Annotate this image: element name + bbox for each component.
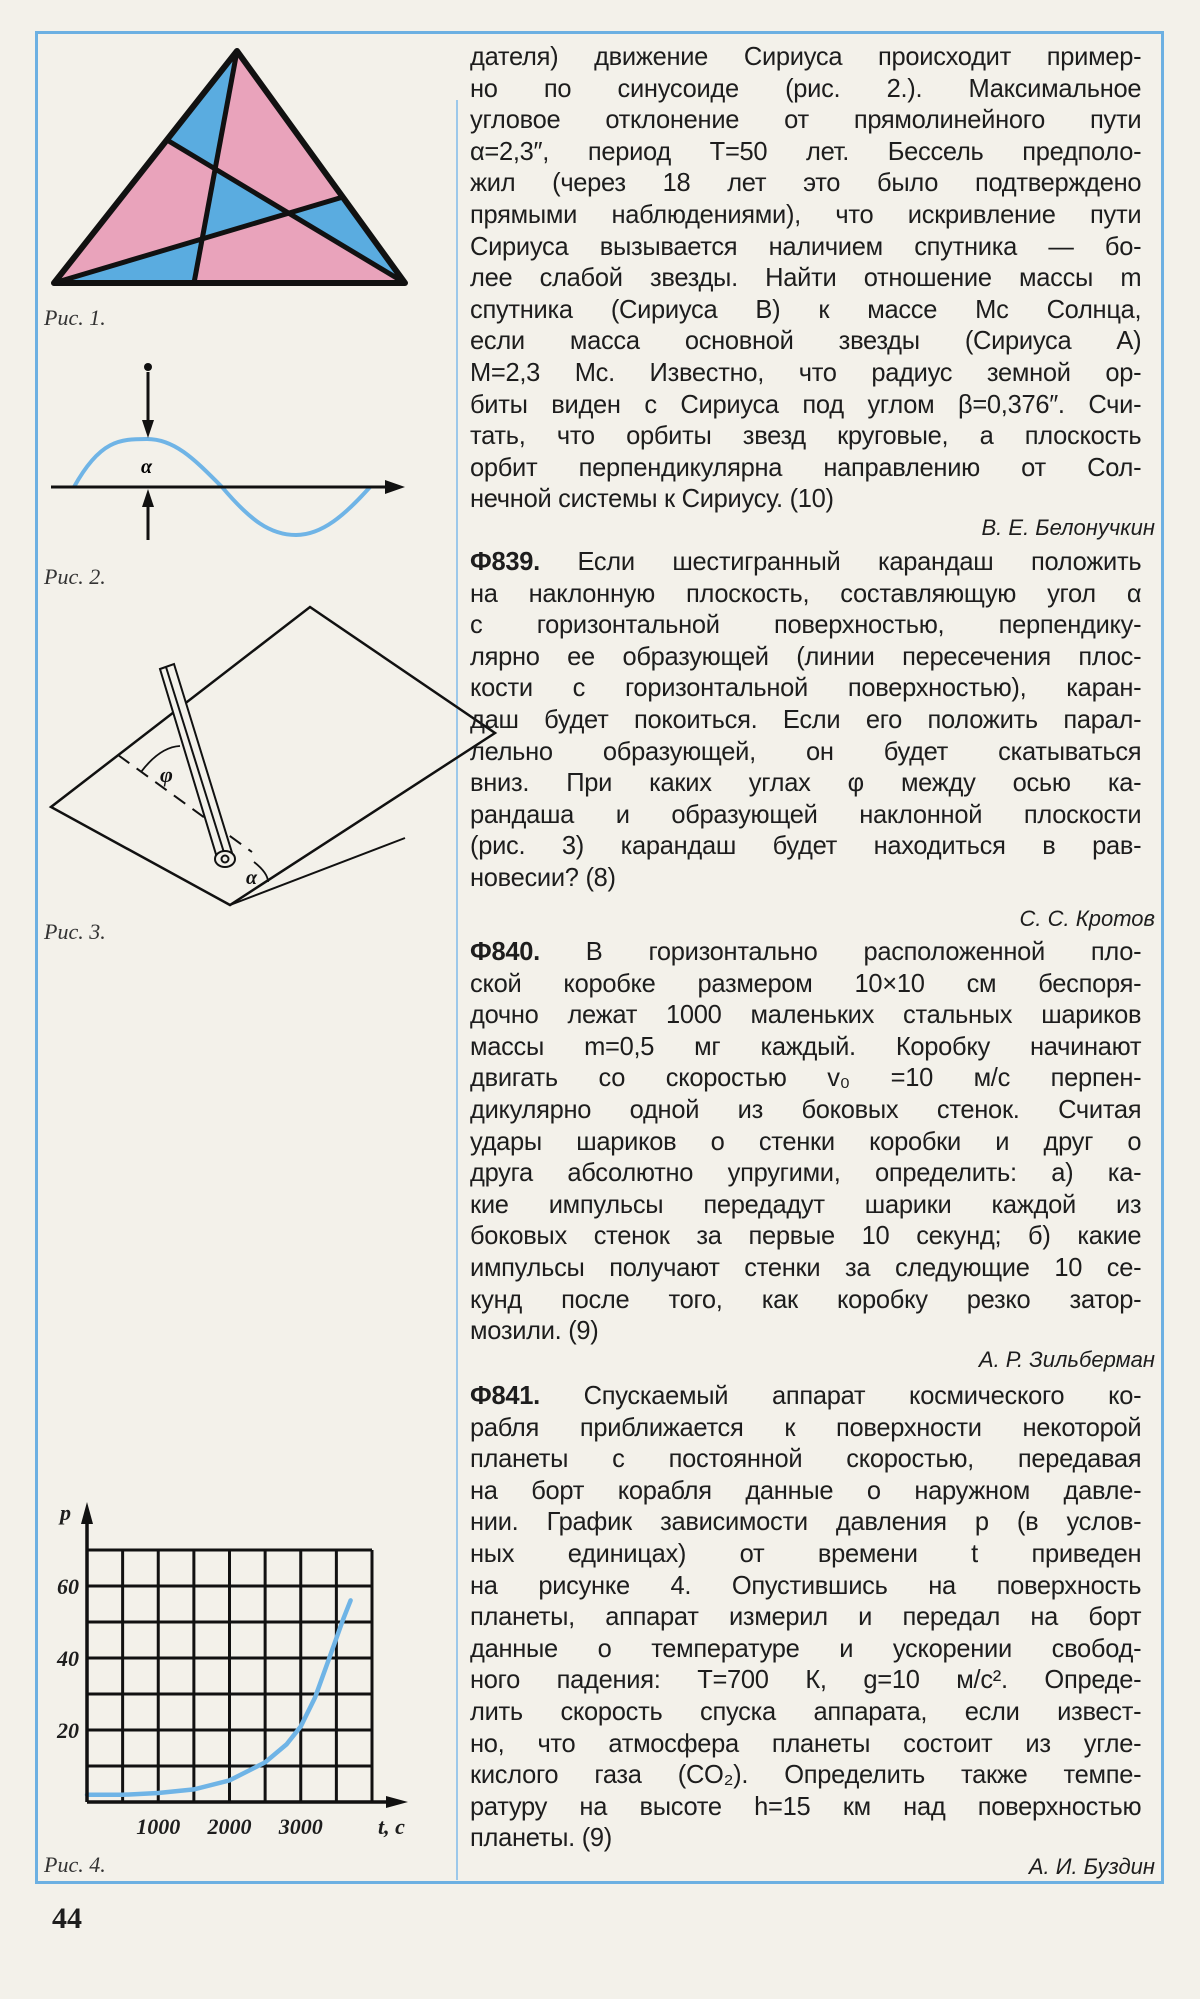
text-line-content: угловое отклонение от прямолинейного пути [470, 104, 1142, 135]
text-line-content: на рисунке 4. Опустившись на поверхность [470, 1569, 1142, 1600]
text-line [470, 578, 1141, 610]
y-tick-label: 60 [57, 1574, 79, 1599]
figure-2-sinusoid [51, 363, 405, 540]
figure-1-caption: Рис. 1. [44, 305, 106, 330]
text-line-content: кие импульсы передадут шарики каждой из [470, 1188, 1142, 1219]
text-line-content: на наклонную плоскость, составляющую угол α [470, 577, 1142, 608]
text-line [470, 1601, 1141, 1633]
text-line [470, 1157, 1141, 1189]
text-line-content: лить скорость спуска аппарата, если извест- [470, 1695, 1142, 1726]
x-tick-label: 3000 [278, 1814, 323, 1839]
text-line [470, 1062, 1141, 1094]
problem-f840 [470, 936, 1155, 1373]
text-line-content: (рис. 3) карандаш будет находиться в рав- [470, 830, 1142, 861]
y-axis-label: p [60, 1500, 71, 1525]
problem-number: Ф841. [470, 1380, 540, 1410]
problem-number: Ф839. [470, 546, 540, 576]
text-line-content: двигать со скоростью v₀ =10 м/с перпен- [470, 1062, 1142, 1093]
figure-4-pressure-chart [56, 1500, 408, 1839]
text-line [470, 483, 1141, 515]
text-line [470, 1822, 1141, 1854]
text-line [470, 1189, 1141, 1221]
text-line [470, 1759, 1141, 1791]
text-line [470, 1380, 1141, 1412]
text-line [470, 936, 1141, 968]
text-line-content: кости с горизонтальной поверхностью), каран- [470, 672, 1142, 703]
x-axis-label: t, c [378, 1814, 405, 1839]
x-axis-arrow-icon [386, 1796, 408, 1808]
problem-continuation [470, 41, 1155, 541]
figures-layer [0, 0, 460, 1999]
text-line-content: дочно лежат 1000 маленьких стальных шариков [470, 999, 1142, 1030]
page-number: 44 [52, 1902, 82, 1935]
text-line [470, 136, 1141, 168]
text-line [470, 1315, 1141, 1347]
text-line-content: нечной системы к Сириусу. (10) [470, 483, 834, 514]
chart-grid [87, 1550, 372, 1802]
text-line-content: тать, что орбиты звезд круговые, а плоскость [470, 420, 1142, 451]
text-line-content: ного падения: T=700 К, g=10 м/с². Опреде- [470, 1664, 1142, 1695]
text-line [470, 736, 1141, 768]
text-line [470, 1284, 1141, 1316]
text-line [470, 294, 1141, 326]
text-line-content: планеты. (9) [470, 1822, 612, 1853]
text-line [470, 862, 1141, 894]
text-line-content: M=2,3 Mс. Известно, что радиус земной ор- [470, 356, 1142, 387]
text-line [470, 325, 1141, 357]
figure-3-caption: Рис. 3. [44, 919, 106, 944]
text-line [470, 104, 1141, 136]
text-line-content: Если шестигранный карандаш положить [577, 546, 1142, 576]
text-line [470, 41, 1141, 73]
y-tick-label: 20 [57, 1718, 79, 1743]
text-line [470, 641, 1141, 673]
inclined-plane [51, 607, 495, 905]
text-line-content: α=2,3″, период T=50 лет. Бессель предполо- [470, 135, 1142, 166]
text-line [470, 1412, 1141, 1444]
text-line [470, 1252, 1141, 1284]
text-line [470, 609, 1141, 641]
problem-f841 [470, 1380, 1155, 1880]
text-line-content: ской коробке размером 10×10 см беспоря- [470, 967, 1142, 998]
text-line-content: с горизонтальной поверхностью, перпендику- [470, 609, 1142, 640]
text-line-content: биты виден с Сириуса под углом β=0,376″. Счи- [470, 388, 1142, 419]
text-line-content: лярно ее образующей (линии пересечения плос- [470, 640, 1142, 671]
text-line [470, 704, 1141, 736]
text-line [470, 1031, 1141, 1063]
text-line-content: дателя) движение Сириуса происходит пример- [470, 41, 1142, 71]
text-line-content: импульсы получают стенки за следующие 10 се- [470, 1251, 1142, 1282]
text-line [470, 73, 1141, 105]
generatrix-dashed-line [118, 755, 252, 852]
text-line-content: данные о температуре и ускорении свобод- [470, 1632, 1142, 1663]
text-line-content: боковых стенок за первые 10 секунд; б) какие [470, 1220, 1142, 1251]
text-line-content: ратуру на высоте h=15 км над поверхностью [470, 1790, 1142, 1821]
text-line-content: лельно образующей, он будет скатываться [470, 735, 1142, 766]
problem-f839 [470, 546, 1155, 932]
axis-arrow-icon [385, 480, 405, 494]
text-line [470, 1696, 1141, 1728]
arrow-up-icon [142, 489, 154, 507]
text-line [470, 968, 1141, 1000]
text-line-content: прямыми наблюдениями), что искривление пути [470, 198, 1142, 229]
figure-2-caption: Рис. 2. [44, 564, 106, 589]
text-line [470, 1220, 1141, 1252]
text-line-content: рабля приближается к поверхности некоторой [470, 1411, 1142, 1442]
y-tick-label: 40 [57, 1646, 79, 1671]
text-line-content: кислого газа (CO₂). Определить также темпе- [470, 1759, 1142, 1790]
text-line-content: массы m=0,5 мг каждый. Коробку начинают [470, 1030, 1142, 1061]
text-line [470, 389, 1141, 421]
y-axis-arrow-icon [81, 1502, 93, 1524]
star-dot [144, 363, 152, 371]
text-line [470, 357, 1141, 389]
text-line [470, 167, 1141, 199]
text-line-content: Сириуса вызывается наличием спутника — бо- [470, 230, 1142, 261]
chart-tick-labels [56, 1574, 323, 1839]
text-line-content: планеты, аппарат измерил и передал на борт [470, 1601, 1142, 1632]
text-line [470, 1506, 1141, 1538]
text-line [470, 1443, 1141, 1475]
x-tick-label: 2000 [207, 1814, 252, 1839]
text-line-content: мозили. (9) [470, 1315, 599, 1346]
text-line-content: дикулярно одной из боковых стенок. Считая [470, 1093, 1142, 1124]
problem-author: А. И. Буздин [1028, 1853, 1155, 1879]
text-line [470, 262, 1141, 294]
text-line-content: вниз. При каких углах φ между осью ка- [470, 767, 1142, 798]
text-line-content: планеты с постоянной скоростью, передавая [470, 1443, 1142, 1474]
text-line-content: Спускаемый аппарат космического ко- [583, 1380, 1142, 1410]
text-line [470, 199, 1141, 231]
text-line-content: друга абсолютно упругими, определить: а) ка- [470, 1157, 1142, 1188]
problem-author: В. Е. Белонучкин [981, 514, 1155, 540]
problem-author: С. С. Кротов [1019, 905, 1155, 931]
text-line-content: жил (через 18 лет это было подтверждено [470, 167, 1142, 198]
text-line-content: если масса основной звезды (Сириуса A) [470, 325, 1142, 356]
text-line [470, 672, 1141, 704]
problem-number: Ф840. [470, 936, 540, 966]
text-line [470, 1791, 1141, 1823]
figure-4-caption: Рис. 4. [44, 1852, 106, 1877]
text-line-content: лее слабой звезды. Найти отношение массы m [470, 262, 1142, 293]
text-line [470, 546, 1141, 578]
alpha-label-fig3: α [246, 867, 258, 889]
text-line-content: кунд после того, как коробку резко затор- [470, 1283, 1142, 1314]
text-line [470, 767, 1141, 799]
text-line [470, 1570, 1141, 1602]
arrow-down-icon [142, 420, 154, 438]
text-line [470, 452, 1141, 484]
text-line [470, 1538, 1141, 1570]
phi-label: φ [160, 762, 173, 787]
text-line [470, 830, 1141, 862]
text-line-content: даш будет покоиться. Если его положить парал- [470, 703, 1142, 734]
problem-author: А. Р. Зильберман [978, 1346, 1155, 1372]
text-line-content: удары шариков о стенки коробки и друг о [470, 1125, 1142, 1156]
text-line-content: рандаша и образующей наклонной плоскости [470, 798, 1142, 829]
text-line [470, 1094, 1141, 1126]
text-line [470, 1633, 1141, 1665]
text-line-content: орбит перпендикулярна направлению от Сол- [470, 451, 1142, 482]
figure-1-triangle [54, 51, 405, 283]
text-line [470, 1475, 1141, 1507]
text-line-content: на борт корабля данные о наружном давле- [470, 1474, 1142, 1505]
text-line [470, 420, 1141, 452]
text-line-content: спутника (Сириуса B) к массе Mс Солнца, [470, 293, 1142, 324]
text-line-content: ных единицах) от времени t приведен [470, 1537, 1142, 1568]
x-tick-label: 1000 [136, 1814, 181, 1839]
text-line [470, 1664, 1141, 1696]
text-line-content: но, что атмосфера планеты состоит из угле- [470, 1727, 1142, 1758]
figure-3-inclined-plane [51, 607, 495, 905]
alpha-label: α [141, 456, 153, 478]
text-line [470, 231, 1141, 263]
text-line [470, 1126, 1141, 1158]
text-line-content: но по синусоиде (рис. 2.). Максимальное [470, 72, 1142, 103]
text-line-content: нии. График зависимости давления p (в услов- [470, 1506, 1142, 1537]
text-line-content: новесии? (8) [470, 861, 616, 892]
text-line [470, 799, 1141, 831]
text-line-content: В горизонтально расположенной пло- [585, 936, 1142, 966]
text-line [470, 999, 1141, 1031]
text-line [470, 1728, 1141, 1760]
